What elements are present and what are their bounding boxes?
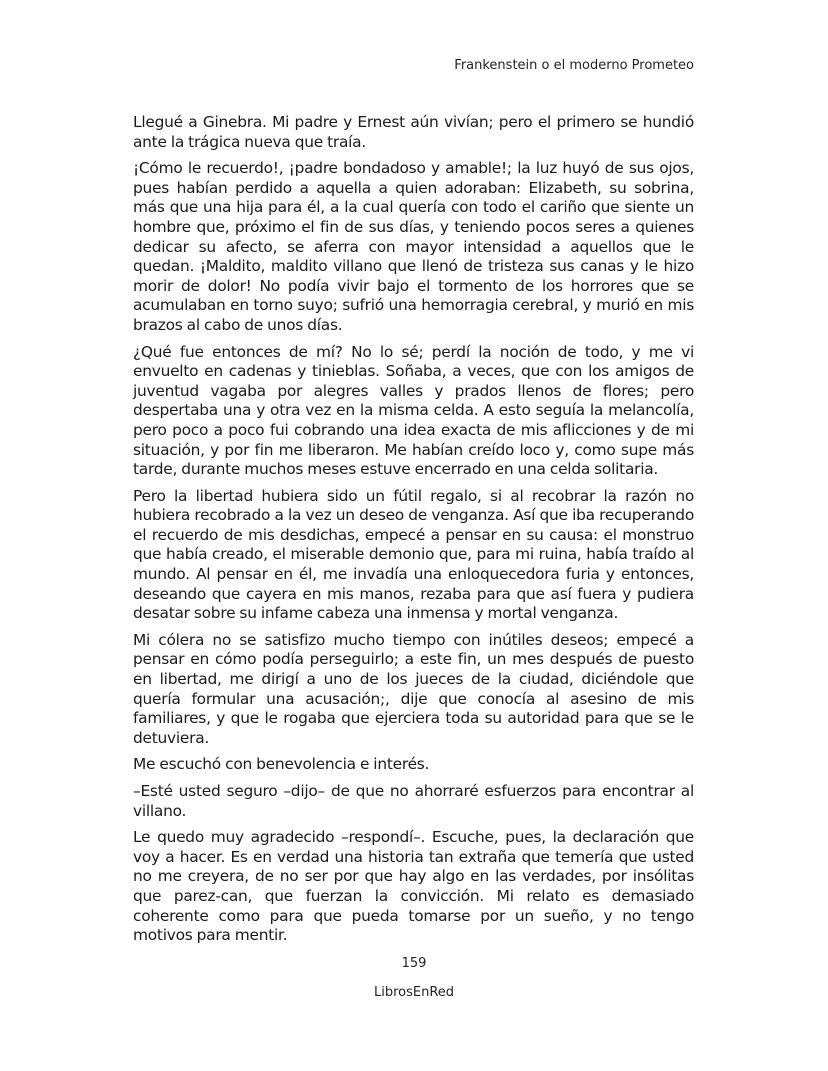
paragraph: Pero la libertad hubiera sido un fútil regalo, si al recobrar la razón no hubiera recobrado a la vez un deseo de venganza. Así que iba recuperando el recuerdo de mis desdichas, empecé a pensar en su causa: el monstruo que había creado, el miserable demonio que, para mi ruina, había traído al mundo. Al pensar en él, me invadía una enloquecedora furia y entonces, deseando que cayera en mis manos, rezaba para que así fuera y pudiera desatar sobre su infame cabeza una inmensa y mortal venganza.: [133, 486, 694, 623]
body-text: [133, 113, 694, 953]
paragraph: Me escuchó con benevolencia e interés.: [133, 755, 430, 774]
paragraph: Mi cólera no se satisfizo mucho tiempo con inútiles deseos; empecé a pensar en cómo podía perseguirlo; a este fin, un mes después de puesto en libertad, me dirigí a uno de los jueces de la ciudad, diciéndole que quería formular una acusación;, dije que conocía al asesino de mis familiares, y que le rogaba que ejerciera toda su autoridad para que se le detuviera.: [133, 630, 694, 747]
page-number: 159: [401, 956, 427, 971]
running-header-title: Frankenstein o el moderno Prometeo: [454, 58, 694, 73]
paragraph: ¿Qué fue entonces de mí? No lo sé; perdí la noción de todo, y me vi envuelto en cadenas y tinieblas. Soñaba, a veces, que con los amigos de juventud vagaba por alegres valles y prados llenos de flores; pero despertaba una y otra vez en la misma celda. A esto seguía la melancolía, pero poco a poco fui cobrando una idea exacta de mis aflicciones y de mi situación, y por fin me liberaron. Me habían creído loco y, como supe más tarde, durante muchos meses estuve encerrado en una celda solitaria.: [133, 342, 694, 479]
paragraph: ¡Cómo le recuerdo!, ¡padre bondadoso y amable!; la luz huyó de sus ojos, pues habían perdido a aquella a quien adoraban: Elizabeth, su sobrina, más que una hija para él, a la cual quería con todo el cariño que siente un hombre que, próximo el fin de sus días, y teniendo pocos seres a quienes dedicar su afecto, se aferra con mayor intensidad a aquellos que le quedan. ¡Maldito, maldito villano que llenó de tristeza sus canas y le hizo morir de dolor! No podía vivir bajo el tormento de los horrores que se acumulaban en torno suyo; sufrió una hemorragia cerebral, y murió en mis brazos al cabo de unos días.: [133, 159, 694, 334]
paragraph: –Esté usted seguro –dijo– de que no ahorraré esfuerzos para encontrar al villano.: [133, 782, 694, 820]
paragraph: Le quedo muy agradecido –respondí–. Escuche, pues, la declaración que voy a hacer. Es en verdad una historia tan extraña que temería que usted no me creyera, de no ser por que hay algo en las verdades, por insólitas que parez-can, que fuerzan la convicción. Mi relato es demasiado coherente como para que pueda tomarse por un sueño, y no tengo motivos para mentir.: [133, 828, 694, 945]
footer-brand: LibrosEnRed: [373, 985, 455, 1000]
paragraph: Llegué a Ginebra. Mi padre y Ernest aún vivían; pero el primero se hundió ante la trágica nueva que traía.: [133, 113, 694, 151]
